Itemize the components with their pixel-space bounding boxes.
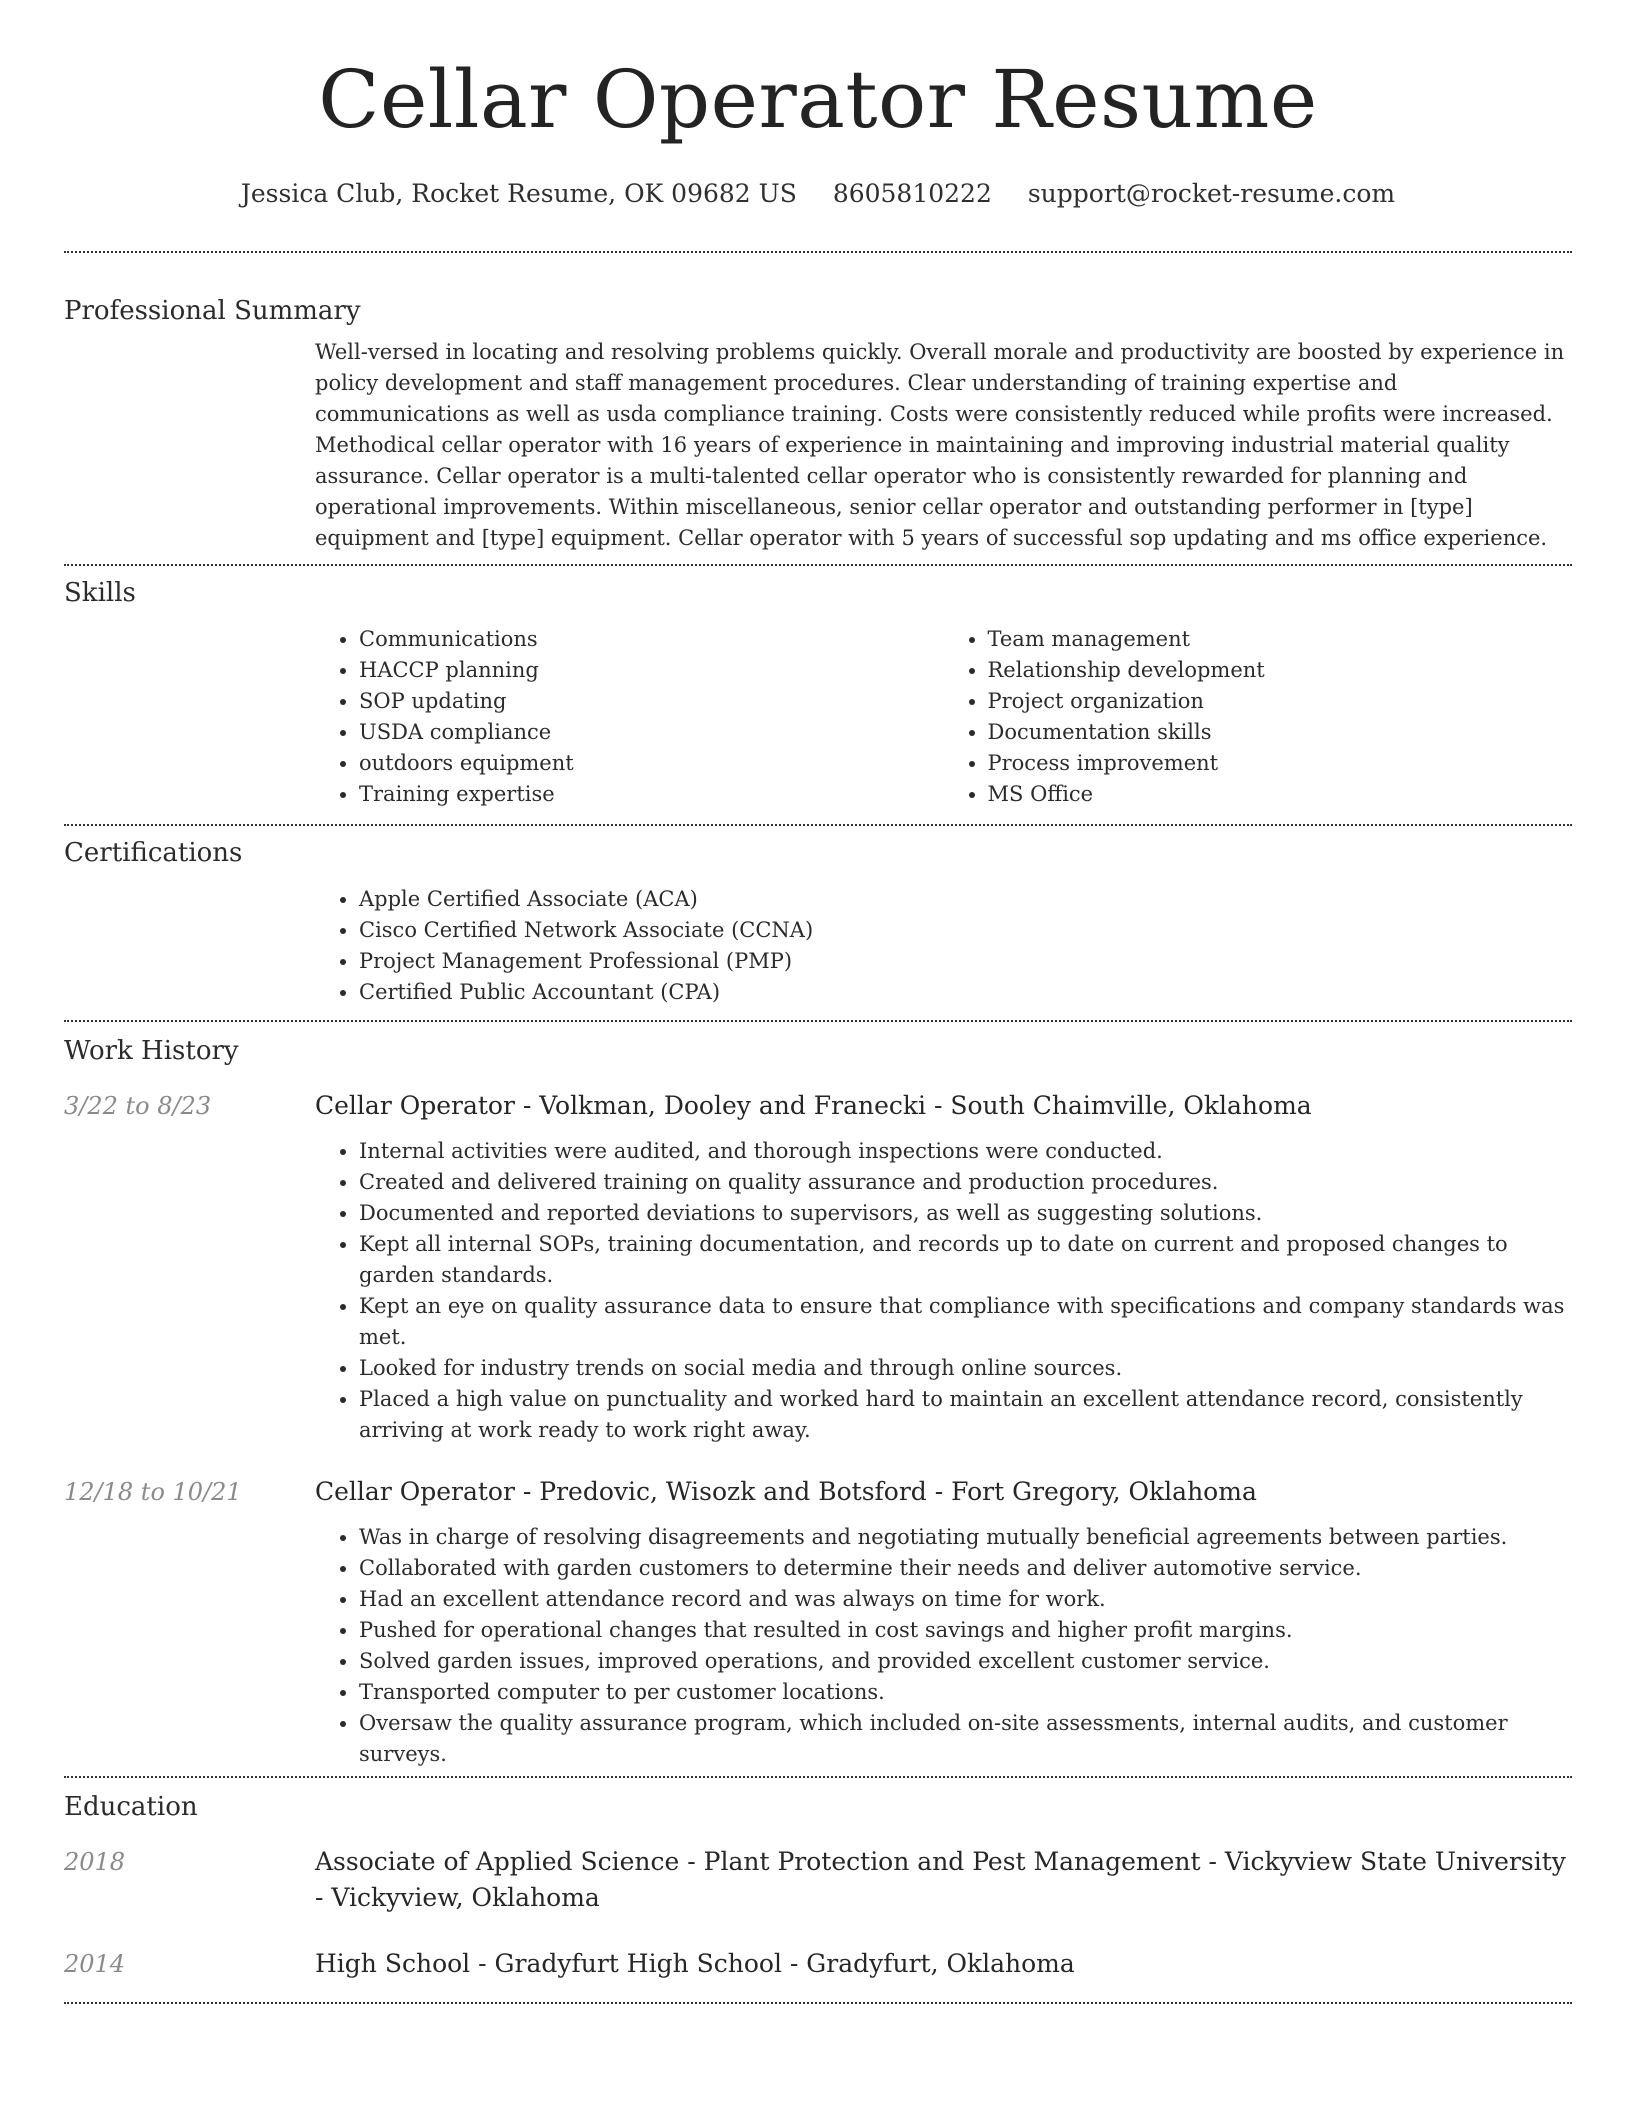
skill-item: • Team management [988, 624, 1573, 655]
certification-item: • Project Management Professional (PMP) [359, 946, 1572, 977]
skill-item: • MS Office [988, 779, 1573, 810]
job-date: 12/18 to 10/21 [64, 1478, 242, 1506]
job-bullet: • Transported computer to per customer locations. [359, 1677, 1572, 1708]
education-heading: Education [64, 1792, 198, 1822]
work-heading: Work History [64, 1036, 239, 1066]
job-bullet-list [315, 1522, 1572, 1770]
certifications-list [315, 884, 1572, 1008]
job-bullet: • Placed a high value on punctuality and worked hard to maintain an excellent attendance record, consistently arriving at work ready to work right away. [359, 1384, 1572, 1446]
work-section [64, 1034, 1572, 1770]
education-title: High School - Gradyfurt High School - Gradyfurt, Oklahoma [315, 1949, 1075, 1978]
skills-heading: Skills [64, 578, 136, 608]
summary-text: Well-versed in locating and resolving problems quickly. Overall morale and productivity are boosted by experience in policy development and staff management procedures. Clear understanding of training expertise and communications as well as usda compliance training. Costs were consistently reduced while profits were increased. Methodical cellar operator with 16 years of experience in maintaining and improving industrial material quality assurance. Cellar operator is a multi-talented cellar operator who is consistently rewarded for planning and operational improvements. Within miscellaneous, senior cellar operator and outstanding performer in [type] equipment and [type] equipment. Cellar operator with 5 years of successful sop updating and ms office experience. [315, 340, 1565, 550]
job-header [64, 1474, 1572, 1510]
certifications-heading: Certifications [64, 838, 243, 868]
resume-title: Cellar Operator Resume [318, 53, 1318, 146]
certification-item: • Certified Public Accountant (CPA) [359, 977, 1572, 1008]
divider [64, 251, 1572, 253]
job-bullet: • Kept an eye on quality assurance data to ensure that compliance with specifications and company standards was met. [359, 1291, 1572, 1353]
divider [64, 824, 1572, 826]
skill-item: • Training expertise [359, 779, 944, 810]
job-date: 3/22 to 8/23 [64, 1092, 212, 1120]
job-bullet: • Was in charge of resolving disagreements and negotiating mutually beneficial agreements between parties. [359, 1522, 1572, 1553]
skill-item: • USDA compliance [359, 717, 944, 748]
job-bullet-list [315, 1136, 1572, 1446]
education-section [64, 1790, 1572, 1982]
contact-phone: 8605810222 [832, 179, 992, 208]
certifications-section [64, 836, 1572, 1008]
resume-page [64, 0, 1572, 2004]
job-title: Cellar Operator - Volkman, Dooley and Franecki - South Chaimville, Oklahoma [315, 1091, 1312, 1120]
contact-address: Jessica Club, Rocket Resume, OK 09682 US [240, 179, 797, 208]
skill-item: • Project organization [988, 686, 1573, 717]
job-bullet: • Pushed for operational changes that resulted in cost savings and higher profit margins. [359, 1615, 1572, 1646]
skills-section [64, 576, 1572, 810]
contact-line [64, 178, 1572, 210]
skills-columns [315, 624, 1572, 810]
job-bullet: • Collaborated with garden customers to determine their needs and deliver automotive service. [359, 1553, 1572, 1584]
job-bullet: • Looked for industry trends on social media and through online sources. [359, 1353, 1572, 1384]
job-header [64, 1088, 1572, 1124]
certification-item: • Cisco Certified Network Associate (CCNA) [359, 915, 1572, 946]
job-bullet: • Oversaw the quality assurance program, which included on-site assessments, internal audits, and customer surveys. [359, 1708, 1572, 1770]
divider [64, 2002, 1572, 2004]
skills-list-right [944, 624, 1573, 810]
education-date: 2018 [64, 1848, 126, 1876]
job-bullets [315, 1136, 1572, 1446]
job-bullet: • Internal activities were audited, and thorough inspections were conducted. [359, 1136, 1572, 1167]
divider [64, 1020, 1572, 1022]
job-bullets [315, 1522, 1572, 1770]
divider [64, 564, 1572, 566]
divider [64, 1776, 1572, 1778]
skills-list-left [315, 624, 944, 810]
education-entry [64, 1946, 1572, 1982]
summary-heading: Professional Summary [64, 296, 361, 326]
job-bullet: • Had an excellent attendance record and was always on time for work. [359, 1584, 1572, 1615]
skill-item: • outdoors equipment [359, 748, 944, 779]
job-bullet: • Kept all internal SOPs, training documentation, and records up to date on current and proposed changes to garden standards. [359, 1229, 1572, 1291]
summary-section [64, 294, 1572, 554]
skill-item: • Relationship development [988, 655, 1573, 686]
certifications-content [315, 884, 1572, 1008]
skill-item: • SOP updating [359, 686, 944, 717]
skill-item: • Documentation skills [988, 717, 1573, 748]
skill-item: • HACCP planning [359, 655, 944, 686]
education-date: 2014 [64, 1950, 126, 1978]
skill-item: • Process improvement [988, 748, 1573, 779]
job-title: Cellar Operator - Predovic, Wisozk and Botsford - Fort Gregory, Oklahoma [315, 1477, 1257, 1506]
certification-item: • Apple Certified Associate (ACA) [359, 884, 1572, 915]
job-bullet: • Solved garden issues, improved operations, and provided excellent customer service. [359, 1646, 1572, 1677]
job-bullet: • Documented and reported deviations to supervisors, as well as suggesting solutions. [359, 1198, 1572, 1229]
skill-item: • Communications [359, 624, 944, 655]
job-bullet: • Created and delivered training on quality assurance and production procedures. [359, 1167, 1572, 1198]
education-entry [64, 1844, 1572, 1916]
contact-email: support@rocket-resume.com [1027, 179, 1396, 208]
education-title: Associate of Applied Science - Plant Protection and Pest Management - Vickyview State University - Vickyview, Oklahoma [315, 1847, 1566, 1912]
